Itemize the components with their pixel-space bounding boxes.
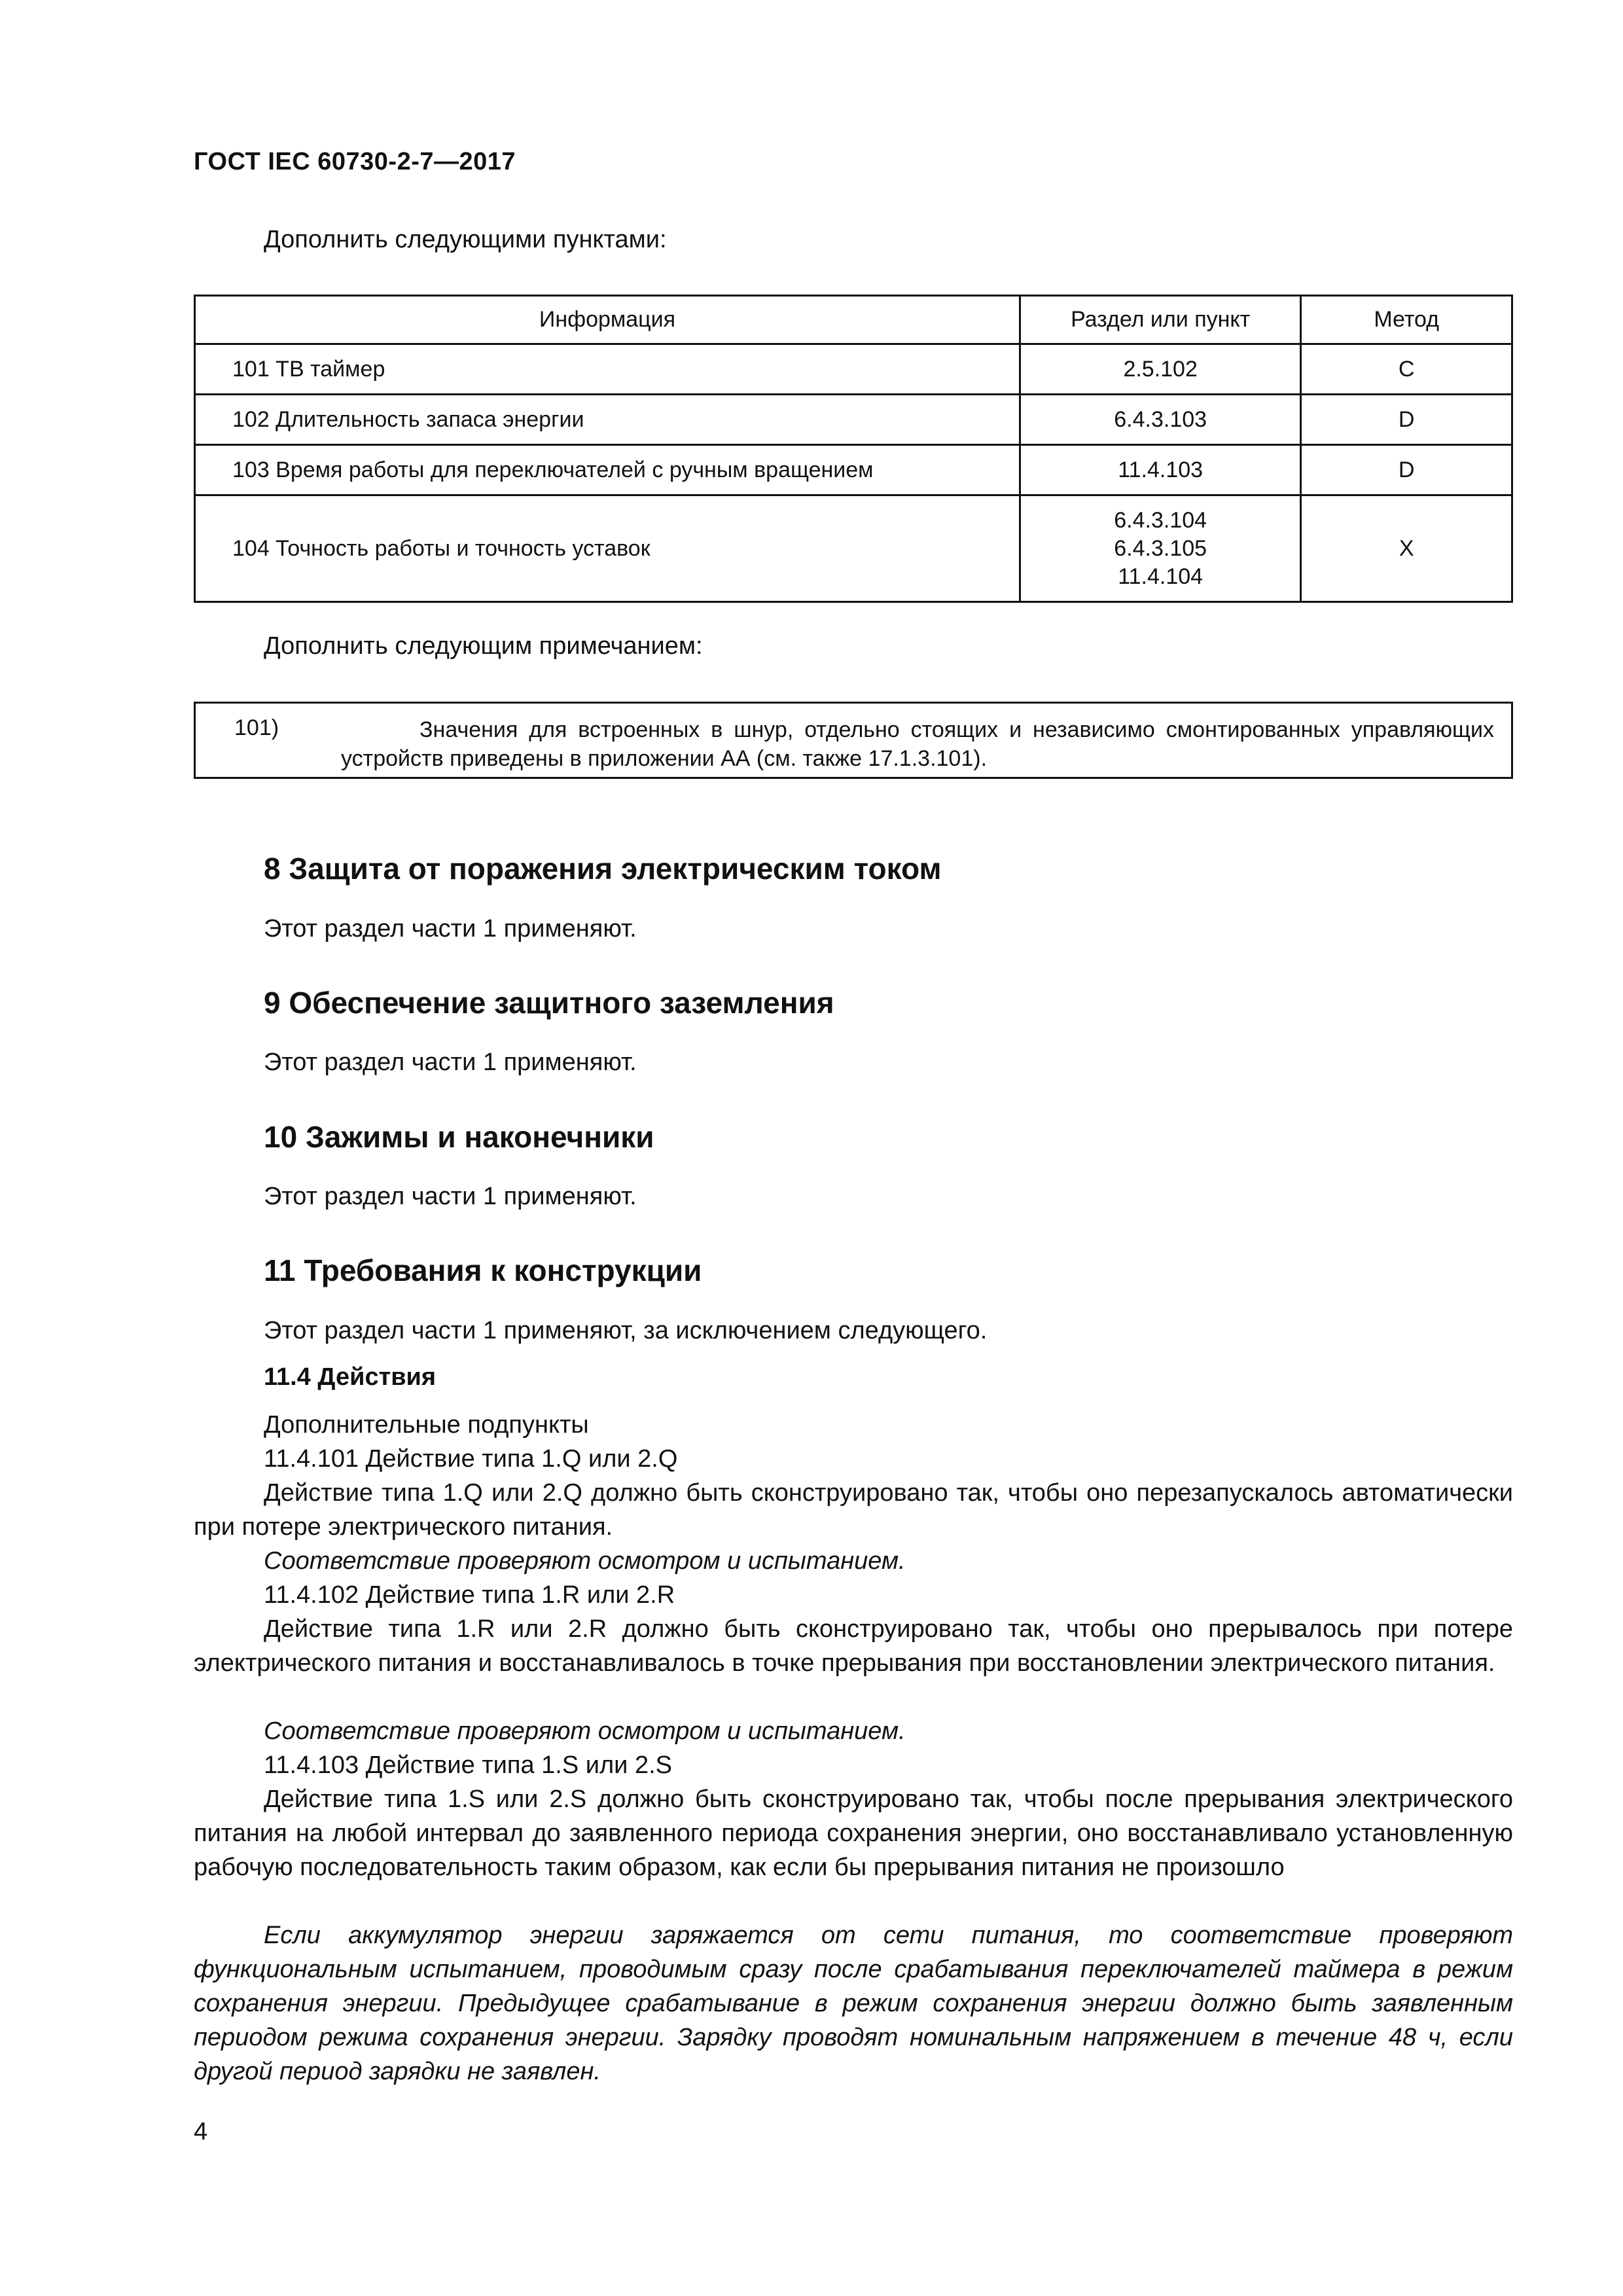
paragraph: Соответствие проверяют осмотром и испытанием. [264,1547,906,1575]
cell-section: 6.4.3.103 [1020,395,1300,445]
table-intro-text: Дополнить следующими пунктами: [264,226,667,253]
section-heading: 11 Требования к конструкции [264,1253,702,1287]
cell-section: 11.4.103 [1020,445,1300,495]
cell-info: 101 ТВ таймер [195,344,1020,395]
section-body: Этот раздел части 1 применяют. [264,915,637,942]
page-number: 4 [194,2118,208,2145]
header-info: Информация [195,296,1020,344]
table-row [195,445,1512,495]
cell-info: 103 Время работы для переключателей с ручным вращением [195,445,1020,495]
section-body: Этот раздел части 1 применяют. [264,1049,637,1076]
paragraph: Если аккумулятор энергии заряжается от сети питания, то соответствие проверяют функциональным испытанием, проводимым сразу после срабатывания переключателей таймера в режим сохранения энергии. Предыдущее срабатывание в режим сохранения энергии должно быть заявленным периодом режима сохранения энергии. Зарядку проводят номинальным напряжением в течение 48 ч, если другой период зарядки не заявлен. [194,1922,1513,2085]
section-heading: 10 Зажимы и наконечники [264,1120,654,1154]
note-box [194,702,1513,779]
cell-method: D [1301,445,1512,495]
subsection-heading: 11.4 Действия [264,1363,437,1391]
cell-section: 2.5.102 [1020,344,1300,395]
paragraph: Действие типа 1.Q или 2.Q должно быть сконструировано так, чтобы оно перезапускалось автоматически при потере электрического питания. [194,1479,1513,1541]
paragraph: 11.4.101 Действие типа 1.Q или 2.Q [264,1445,678,1473]
table-header-row [195,296,1512,344]
info-table [194,295,1513,603]
cell-method: C [1301,344,1512,395]
table-row [195,395,1512,445]
section-body: Этот раздел части 1 применяют. [264,1183,637,1210]
paragraph: 11.4.102 Действие типа 1.R или 2.R [264,1581,675,1609]
table-row [195,344,1512,395]
cell-method: X [1301,495,1512,602]
cell-info: 102 Длительность запаса энергии [195,395,1020,445]
document-header: ГОСТ IEC 60730-2-7—2017 [194,148,516,175]
header-section: Раздел или пункт [1020,296,1300,344]
section-heading: 9 Обеспечение защитного заземления [264,986,834,1020]
paragraph: Соответствие проверяют осмотром и испытанием. [264,1717,906,1745]
paragraph: Действие типа 1.S или 2.S должно быть сконструировано так, чтобы после прерывания электрического питания на любой интервал до заявленного периода сохранения энергии, оно восстанавливало установленную рабочую последовательность таким образом, как если бы прерывания питания не произошло [194,1785,1513,1881]
note-number: 101) [234,715,279,740]
note-intro-text: Дополнить следующим примечанием: [264,632,703,660]
cell-method: D [1301,395,1512,445]
paragraph: Дополнительные подпункты [264,1411,589,1439]
section-heading: 8 Защита от поражения электрическим током [264,852,942,886]
paragraph: Действие типа 1.R или 2.R должно быть сконструировано так, чтобы оно прерывалось при потере электрического питания и восстанавливалось в точке прерывания при восстановлении электрического питания. [194,1615,1513,1677]
section-body: Этот раздел части 1 применяют, за исключением следующего. [264,1317,988,1344]
paragraph: 11.4.103 Действие типа 1.S или 2.S [264,1751,672,1779]
header-method: Метод [1301,296,1512,344]
cell-section: 6.4.3.104 6.4.3.105 11.4.104 [1020,495,1300,602]
note-text: Значения для встроенных в шнур, отдельно стоящих и независимо смонтированных управляющих устройств приведены в приложении АА (см. также 17.1.3.101). [341,717,1494,771]
cell-info: 104 Точность работы и точность уставок [195,495,1020,602]
table-row [195,495,1512,602]
